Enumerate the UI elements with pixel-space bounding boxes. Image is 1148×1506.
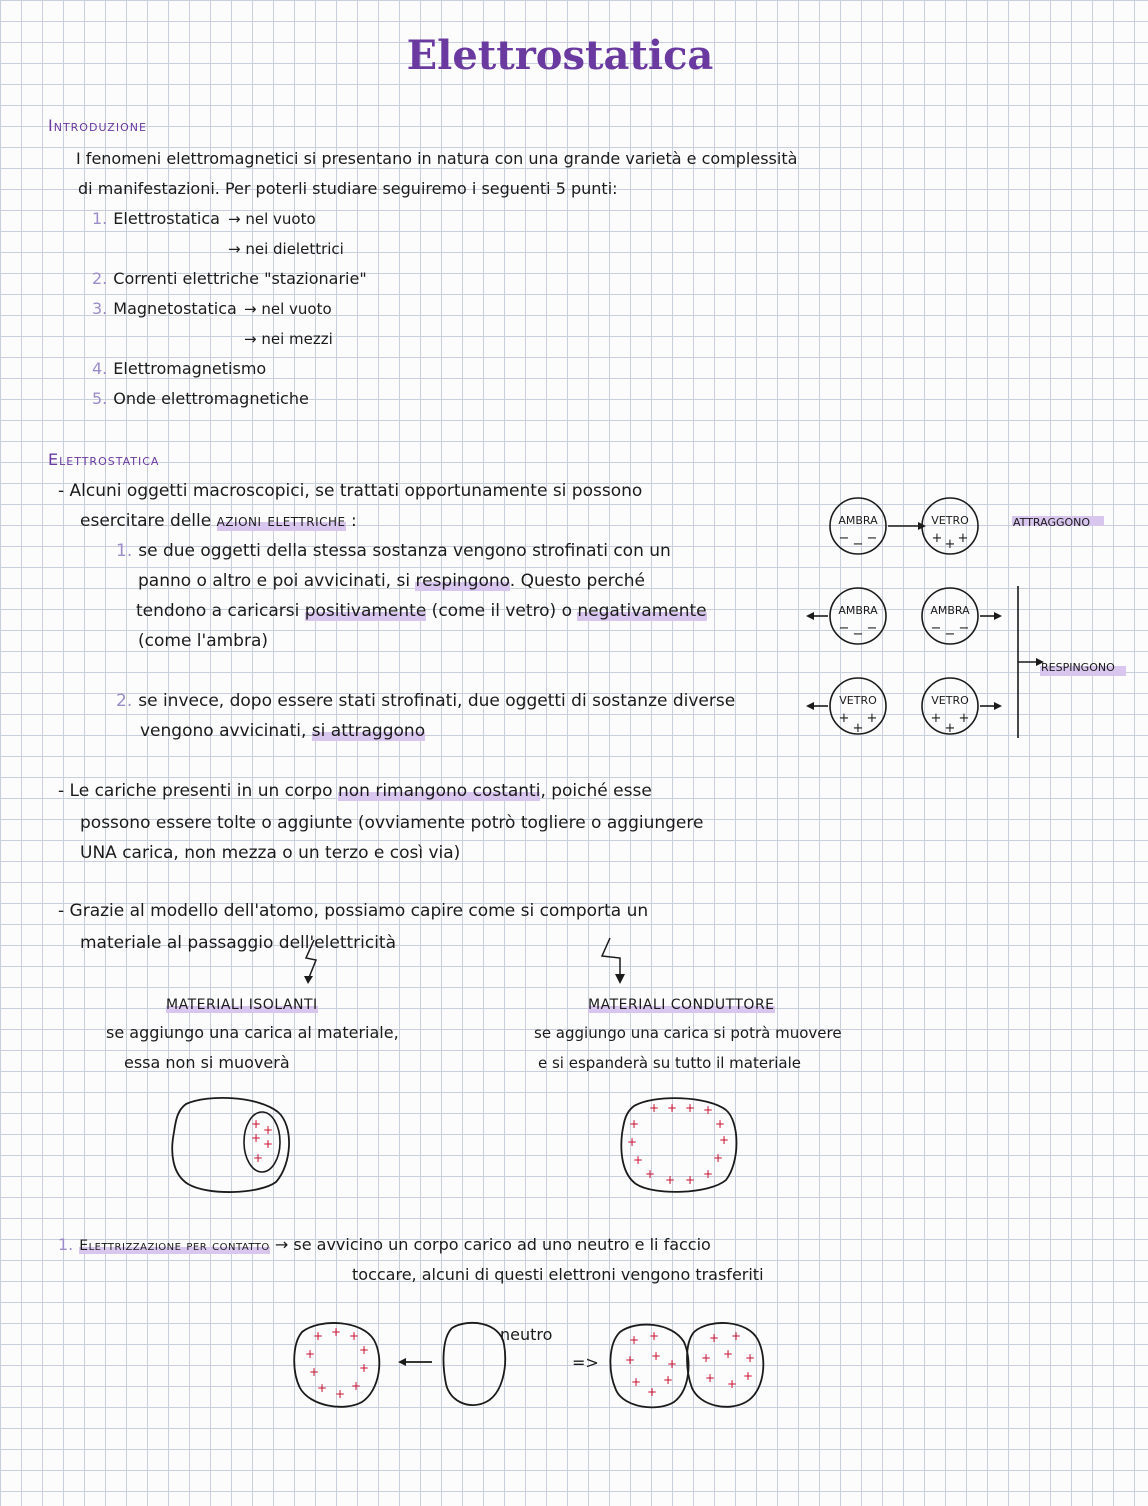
- plus-charge: +: [348, 1329, 360, 1343]
- text-segment: tendono a caricarsi: [136, 601, 305, 621]
- arrow-head: [304, 976, 313, 984]
- plus-charge: +: [722, 1347, 734, 1361]
- minus-sign: −: [866, 621, 878, 636]
- plus-charge: +: [350, 1379, 362, 1393]
- item-label: Magnetostatica: [113, 299, 237, 318]
- label-vetro: VETRO: [839, 694, 877, 707]
- plus-sign: +: [944, 721, 956, 736]
- arrow-head: [994, 612, 1002, 620]
- highlight-si-attraggono: si attraggono: [311, 721, 426, 741]
- text-segment: vengono avvicinati,: [140, 721, 312, 741]
- plus-charge: +: [252, 1151, 264, 1165]
- plus-charge: +: [684, 1173, 696, 1187]
- plus-charge: +: [628, 1117, 640, 1131]
- conduttore-line-1: se aggiungo una carica si potrà muovere: [534, 1024, 842, 1042]
- arrow-head: [806, 702, 814, 710]
- point-2-line-1: [116, 686, 735, 716]
- neutro-label: neutro: [500, 1325, 553, 1344]
- label-vetro: VETRO: [931, 514, 969, 527]
- point-1-line-1: [116, 536, 671, 566]
- point-number: 1.: [116, 541, 133, 561]
- section-heading-introduzione: Introduzione: [48, 116, 147, 135]
- plus-charge: +: [702, 1103, 714, 1117]
- highlight-non-rimangono-costanti: non rimangono costanti: [337, 781, 541, 801]
- text-segment: Le cariche presenti in un corpo: [69, 781, 338, 801]
- plus-charge: +: [304, 1347, 316, 1361]
- label-ambra: AMBRA: [838, 604, 878, 617]
- plus-charge: +: [666, 1357, 678, 1371]
- point-1-line-3: [136, 596, 707, 626]
- point-text: se due oggetti della stessa sostanza vengono strofinati con un: [138, 541, 671, 561]
- minus-sign: −: [852, 627, 864, 642]
- point-text: se invece, dopo essere stati strofinati, due oggetti di sostanze diverse: [138, 691, 736, 711]
- arrow-head: [615, 974, 625, 984]
- plus-charge: +: [662, 1373, 674, 1387]
- plus-charge: +: [334, 1387, 346, 1401]
- plus-charge: +: [250, 1117, 262, 1131]
- conduttore-title: [588, 990, 775, 1020]
- bullet-2-line-3: UNA carica, non mezza o un terzo e così via): [80, 843, 461, 863]
- plus-charge: +: [312, 1329, 324, 1343]
- bullet-text: Grazie al modello dell'atomo, possiamo capire come si comporta un: [69, 901, 649, 921]
- text-segment: esercitare delle: [80, 511, 217, 531]
- highlight-azioni-elettriche: azioni elettriche: [216, 511, 346, 531]
- isolanti-title: [166, 990, 318, 1020]
- minus-sign: −: [866, 531, 878, 546]
- bullet-3-line-2: materiale al passaggio dell'elettricità: [80, 933, 397, 953]
- isolante-blob-drawing: [168, 1092, 298, 1196]
- plus-charge: +: [628, 1333, 640, 1347]
- plus-sign: +: [930, 711, 942, 726]
- label-ambra: AMBRA: [838, 514, 878, 527]
- intro-line-1: I fenomeni elettromagnetici si presentano in natura con una grande varietà e complessità: [76, 149, 798, 168]
- intro-item-1-sub-2: → nei dielettrici: [228, 240, 344, 258]
- contatto-line-1: [58, 1230, 711, 1261]
- item-number: 5.: [92, 389, 108, 408]
- intro-item-3-sub-2: → nei mezzi: [244, 330, 333, 348]
- intro-item-1-sub-1: → nel vuoto: [228, 210, 316, 228]
- intro-line-2: di manifestazioni. Per poterli studiare seguiremo i seguenti 5 punti:: [78, 179, 618, 198]
- plus-charge: +: [742, 1369, 754, 1383]
- plus-sign: +: [958, 711, 970, 726]
- bullet-1-line-1: [58, 476, 642, 506]
- plus-charge: +: [250, 1131, 262, 1145]
- bullet-3-line-1: [58, 896, 648, 926]
- item-number: 4.: [92, 359, 108, 378]
- plus-charge: +: [666, 1101, 678, 1115]
- plus-charge: +: [648, 1101, 660, 1115]
- neutral-body: [444, 1323, 506, 1405]
- plus-charge: +: [626, 1135, 638, 1149]
- charges-diagram: [800, 490, 1130, 750]
- point-2-line-2: [140, 716, 425, 746]
- label-attraggono: ATTRAGGONO: [1013, 516, 1091, 529]
- plus-sign: +: [838, 711, 850, 726]
- bullet-1-line-2: [80, 506, 357, 536]
- section-heading-elettrostatica: Elettrostatica: [48, 450, 160, 469]
- plus-charge: +: [632, 1153, 644, 1167]
- plus-sign: +: [957, 531, 969, 546]
- plus-charge: +: [644, 1167, 656, 1181]
- contatto-drawing: [290, 1314, 780, 1414]
- plus-charge: +: [650, 1349, 662, 1363]
- plus-charge: +: [700, 1351, 712, 1365]
- plus-sign: +: [866, 711, 878, 726]
- plus-charge: +: [718, 1133, 730, 1147]
- page-title: Elettrostatica: [406, 32, 714, 79]
- item-number: 2.: [92, 269, 108, 288]
- plus-charge: +: [262, 1137, 274, 1151]
- bullet-2-line-2: possono essere tolte o aggiunte (ovviamente potrò togliere o aggiungere: [80, 813, 704, 833]
- implies-symbol: =>: [572, 1353, 599, 1372]
- intro-item-5: [92, 384, 309, 414]
- text-segment: (come il vetro) o: [426, 601, 578, 621]
- plus-charge: +: [624, 1353, 636, 1367]
- zigzag-arrow-conduttore: [602, 938, 620, 976]
- arrow-head: [994, 702, 1002, 710]
- plus-sign: +: [944, 537, 956, 552]
- minus-sign: −: [930, 621, 942, 636]
- label-vetro: VETRO: [931, 694, 969, 707]
- plus-charge: +: [702, 1167, 714, 1181]
- plus-sign: +: [852, 721, 864, 736]
- plus-charge: +: [262, 1123, 274, 1137]
- plus-charge: +: [712, 1151, 724, 1165]
- intro-item-3-sub-1: → nel vuoto: [244, 300, 332, 318]
- plus-charge: +: [308, 1365, 320, 1379]
- item-number: 1.: [92, 209, 108, 228]
- isolanti-line-2: essa non si muoverà: [124, 1053, 290, 1072]
- minus-sign: −: [838, 531, 850, 546]
- text-segment: :: [345, 511, 357, 531]
- bullet-dash: -: [58, 481, 65, 501]
- text-segment: panno o altro e poi avvicinati, si: [138, 571, 416, 591]
- item-label: Elettrostatica: [113, 209, 220, 228]
- plus-charge: +: [664, 1173, 676, 1187]
- bullet-dash: -: [58, 781, 65, 801]
- plus-charge: +: [714, 1117, 726, 1131]
- plus-charge: +: [358, 1361, 370, 1375]
- item-label: Correnti elettriche "stazionarie": [113, 269, 367, 288]
- minus-sign: −: [944, 627, 956, 642]
- plus-charge: +: [330, 1325, 342, 1339]
- plus-charge: +: [630, 1375, 642, 1389]
- text-segment: . Questo perché: [509, 571, 645, 591]
- plus-charge: +: [708, 1331, 720, 1345]
- item-label: Elettromagnetismo: [113, 359, 267, 378]
- plus-charge: +: [316, 1381, 328, 1395]
- plus-sign: +: [931, 531, 943, 546]
- zigzag-arrow-isolanti: [306, 940, 316, 980]
- arrow-head: [806, 612, 814, 620]
- plus-charge: +: [744, 1351, 756, 1365]
- minus-sign: −: [958, 621, 970, 636]
- arrow-head: [398, 1358, 406, 1366]
- highlight-positivamente: positivamente: [304, 601, 427, 621]
- plus-charge: +: [358, 1343, 370, 1357]
- bullet-2-line-1: [58, 776, 652, 806]
- point-1-line-4: (come l'ambra): [138, 631, 269, 651]
- plus-charge: +: [684, 1101, 696, 1115]
- plus-charge: +: [726, 1377, 738, 1391]
- plus-charge: +: [730, 1329, 742, 1343]
- minus-sign: −: [838, 621, 850, 636]
- plus-charge: +: [646, 1385, 658, 1399]
- conduttore-line-2: e si espanderà su tutto il materiale: [538, 1054, 802, 1072]
- label-respingono: RESPINGONO: [1041, 661, 1115, 674]
- highlight-respingono: respingono: [415, 571, 510, 591]
- item-number: 3.: [92, 299, 108, 318]
- highlight-isolanti: MATERIALI ISOLANTI: [166, 997, 318, 1013]
- contatto-text: → se avvicino un corpo carico ad uno neutro e li faccio: [274, 1235, 711, 1254]
- intro-item-3: [92, 294, 237, 324]
- minus-sign: −: [852, 537, 864, 552]
- point-1-line-2: [138, 566, 645, 596]
- item-label: Onde elettromagnetiche: [113, 389, 309, 408]
- label-ambra: AMBRA: [930, 604, 970, 617]
- contatto-line-2: toccare, alcuni di questi elettroni vengono trasferiti: [352, 1265, 764, 1284]
- point-number: 1.: [58, 1235, 74, 1254]
- bullet-text: Alcuni oggetti macroscopici, se trattati opportunamente si possono: [69, 481, 643, 501]
- highlight-negativamente: negativamente: [577, 601, 707, 621]
- material-arrows: [290, 936, 640, 986]
- highlight-conduttore: MATERIALI CONDUTTORE: [588, 997, 775, 1013]
- text-segment: , poiché esse: [540, 781, 652, 801]
- conduttore-blob-drawing: [618, 1092, 742, 1196]
- isolanti-line-1: se aggiungo una carica al materiale,: [106, 1023, 399, 1042]
- highlight-contatto-title: Elettrizzazione per contatto: [79, 1238, 270, 1254]
- plus-charge: +: [648, 1329, 660, 1343]
- point-number: 2.: [116, 691, 133, 711]
- intro-item-4: [92, 354, 266, 384]
- bullet-dash: -: [58, 901, 65, 921]
- intro-item-2: [92, 264, 367, 294]
- intro-item-1: [92, 204, 220, 234]
- plus-charge: +: [704, 1371, 716, 1385]
